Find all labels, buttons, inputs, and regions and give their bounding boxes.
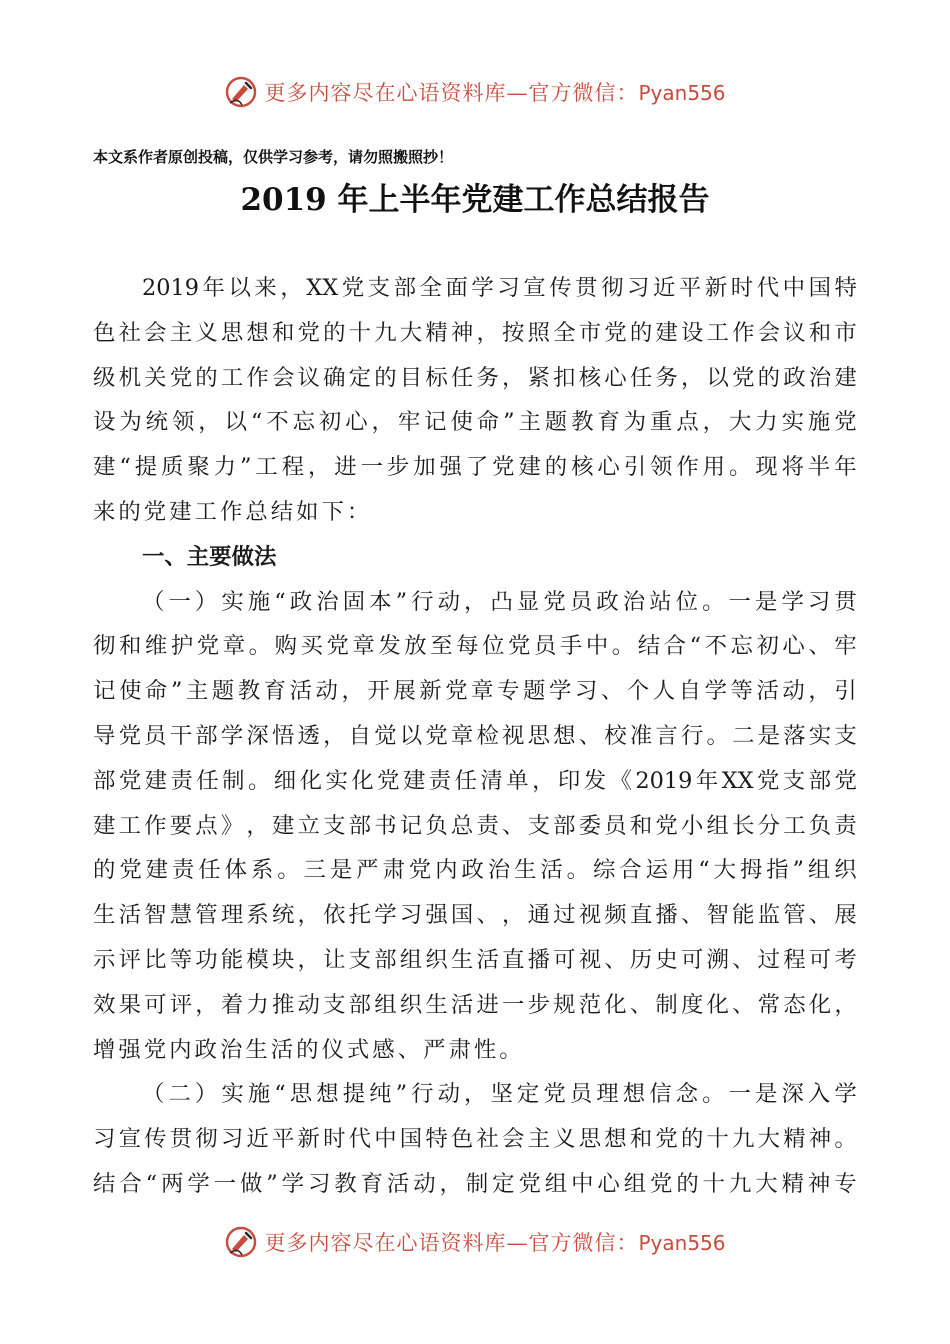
section-heading: 一、主要做法 xyxy=(142,543,277,570)
footer-banner xyxy=(0,1222,950,1262)
brand-logo-icon xyxy=(224,1225,258,1259)
body-line: 习 宣 传 贯 彻 习 近 平 新 时 代 中 国 特 色 社 会 主 义 思 想 和 党 的 十 九 大 精 神 。 xyxy=(93,1126,857,1153)
body-line: 效 果 可 评 ， 着 力 推 动 支 部 组 织 生 活 进 一 步 规 范 化 、 制 度 化 、 常 态 化 ， xyxy=(93,991,857,1018)
banner-wechat-id: Pyan556 xyxy=(638,81,726,105)
body-line: 来的党建工作总结如下： xyxy=(93,498,373,525)
banner-text xyxy=(264,77,725,107)
banner-label: 更多内容尽在心语资料库—官方微信： xyxy=(264,1231,639,1255)
body-line: 的 党 建 责 任 体 系 。 三 是 严 肃 党 内 政 治 生 活 。 综 合 运 用 “ 大 拇 指 ” 组 织 xyxy=(93,857,857,884)
body-line: 设 为 统 领 ， 以 “ 不 忘 初 心 ， 牢 记 使 命 ” 主 题 教 育 为 重 点 ， 大 力 实 施 党 xyxy=(93,409,857,436)
body-line: 导 党 员 干 部 学 深 悟 透 ， 自 觉 以 党 章 检 视 思 想 、 校 准 言 行 。 二 是 落 实 支 xyxy=(93,722,857,749)
body-line: 生 活 智 慧 管 理 系 统 ， 依 托 学 习 强 国 、 ， 通 过 视 频 直 播 、 智 能 监 管 、 展 xyxy=(93,902,857,929)
body-line: 2019 年 以 来 ， XX 党 支 部 全 面 学 习 宣 传 贯 彻 习 近 平 新 时 代 中 国 特 xyxy=(142,275,857,301)
banner-content xyxy=(224,1225,725,1259)
body-line: （ 二 ） 实 施 “ 思 想 提 纯 ” 行 动 ， 坚 定 党 员 理 想 信 念 。 一 是 深 入 学 xyxy=(142,1081,857,1108)
body-line: 记 使 命 ” 主 题 教 育 活 动 ， 开 展 新 党 章 专 题 学 习 、 个 人 自 学 等 活 动 ， 引 xyxy=(93,678,857,705)
body-line: 彻 和 维 护 党 章 。 购 买 党 章 发 放 至 每 位 党 员 手 中 。 结 合 “ 不 忘 初 心 、 牢 xyxy=(93,633,857,660)
body-line: 色 社 会 主 义 思 想 和 党 的 十 九 大 精 神 ， 按 照 全 市 党 的 建 设 工 作 会 议 和 市 xyxy=(93,319,857,346)
banner-wechat-id: Pyan556 xyxy=(638,1231,726,1255)
banner-text xyxy=(264,1227,725,1257)
document-title: 2019 年上半年党建工作总结报告 xyxy=(240,182,710,218)
banner-content xyxy=(224,75,725,109)
copyright-notice: 本文系作者原创投稿，仅供学习参考，请勿照搬照抄！ xyxy=(93,148,454,166)
body-line: 建 工 作 要 点 》 ， 建 立 支 部 书 记 负 总 责 、 支 部 委 员 和 党 小 组 长 分 工 负 责 xyxy=(93,812,857,839)
document-body xyxy=(93,266,857,1207)
body-line: 建 “ 提 质 聚 力 ” 工 程 ， 进 一 步 加 强 了 党 建 的 核 心 引 领 作 用 。 现 将 半 年 xyxy=(93,454,857,481)
body-line: 结 合 “ 两 学 一 做 ” 学 习 教 育 活 动 ， 制 定 党 组 中 心 组 党 的 十 九 大 精 神 专 xyxy=(93,1170,857,1197)
body-line: 级 机 关 党 的 工 作 会 议 确 定 的 目 标 任 务 ， 紧 扣 核 心 任 务 ， 以 党 的 政 治 建 xyxy=(93,364,857,391)
body-line: 部 党 建 责 任 制 。 细 化 实 化 党 建 责 任 清 单 ， 印 发 《 2019 年 XX 党 支 部 党 xyxy=(93,767,857,794)
body-line: 增强党内政治生活的仪式感、严肃性。 xyxy=(93,1036,525,1063)
brand-logo-icon xyxy=(224,75,258,109)
body-line: （ 一 ） 实 施 “ 政 治 固 本 ” 行 动 ， 凸 显 党 员 政 治 站 位 。 一 是 学 习 贯 xyxy=(142,588,857,615)
header-banner xyxy=(0,72,950,112)
banner-label: 更多内容尽在心语资料库—官方微信： xyxy=(264,81,639,105)
body-line: 示 评 比 等 功 能 模 块 ， 让 支 部 组 织 生 活 直 播 可 视 、 历 史 可 溯 、 过 程 可 考 xyxy=(93,946,857,973)
